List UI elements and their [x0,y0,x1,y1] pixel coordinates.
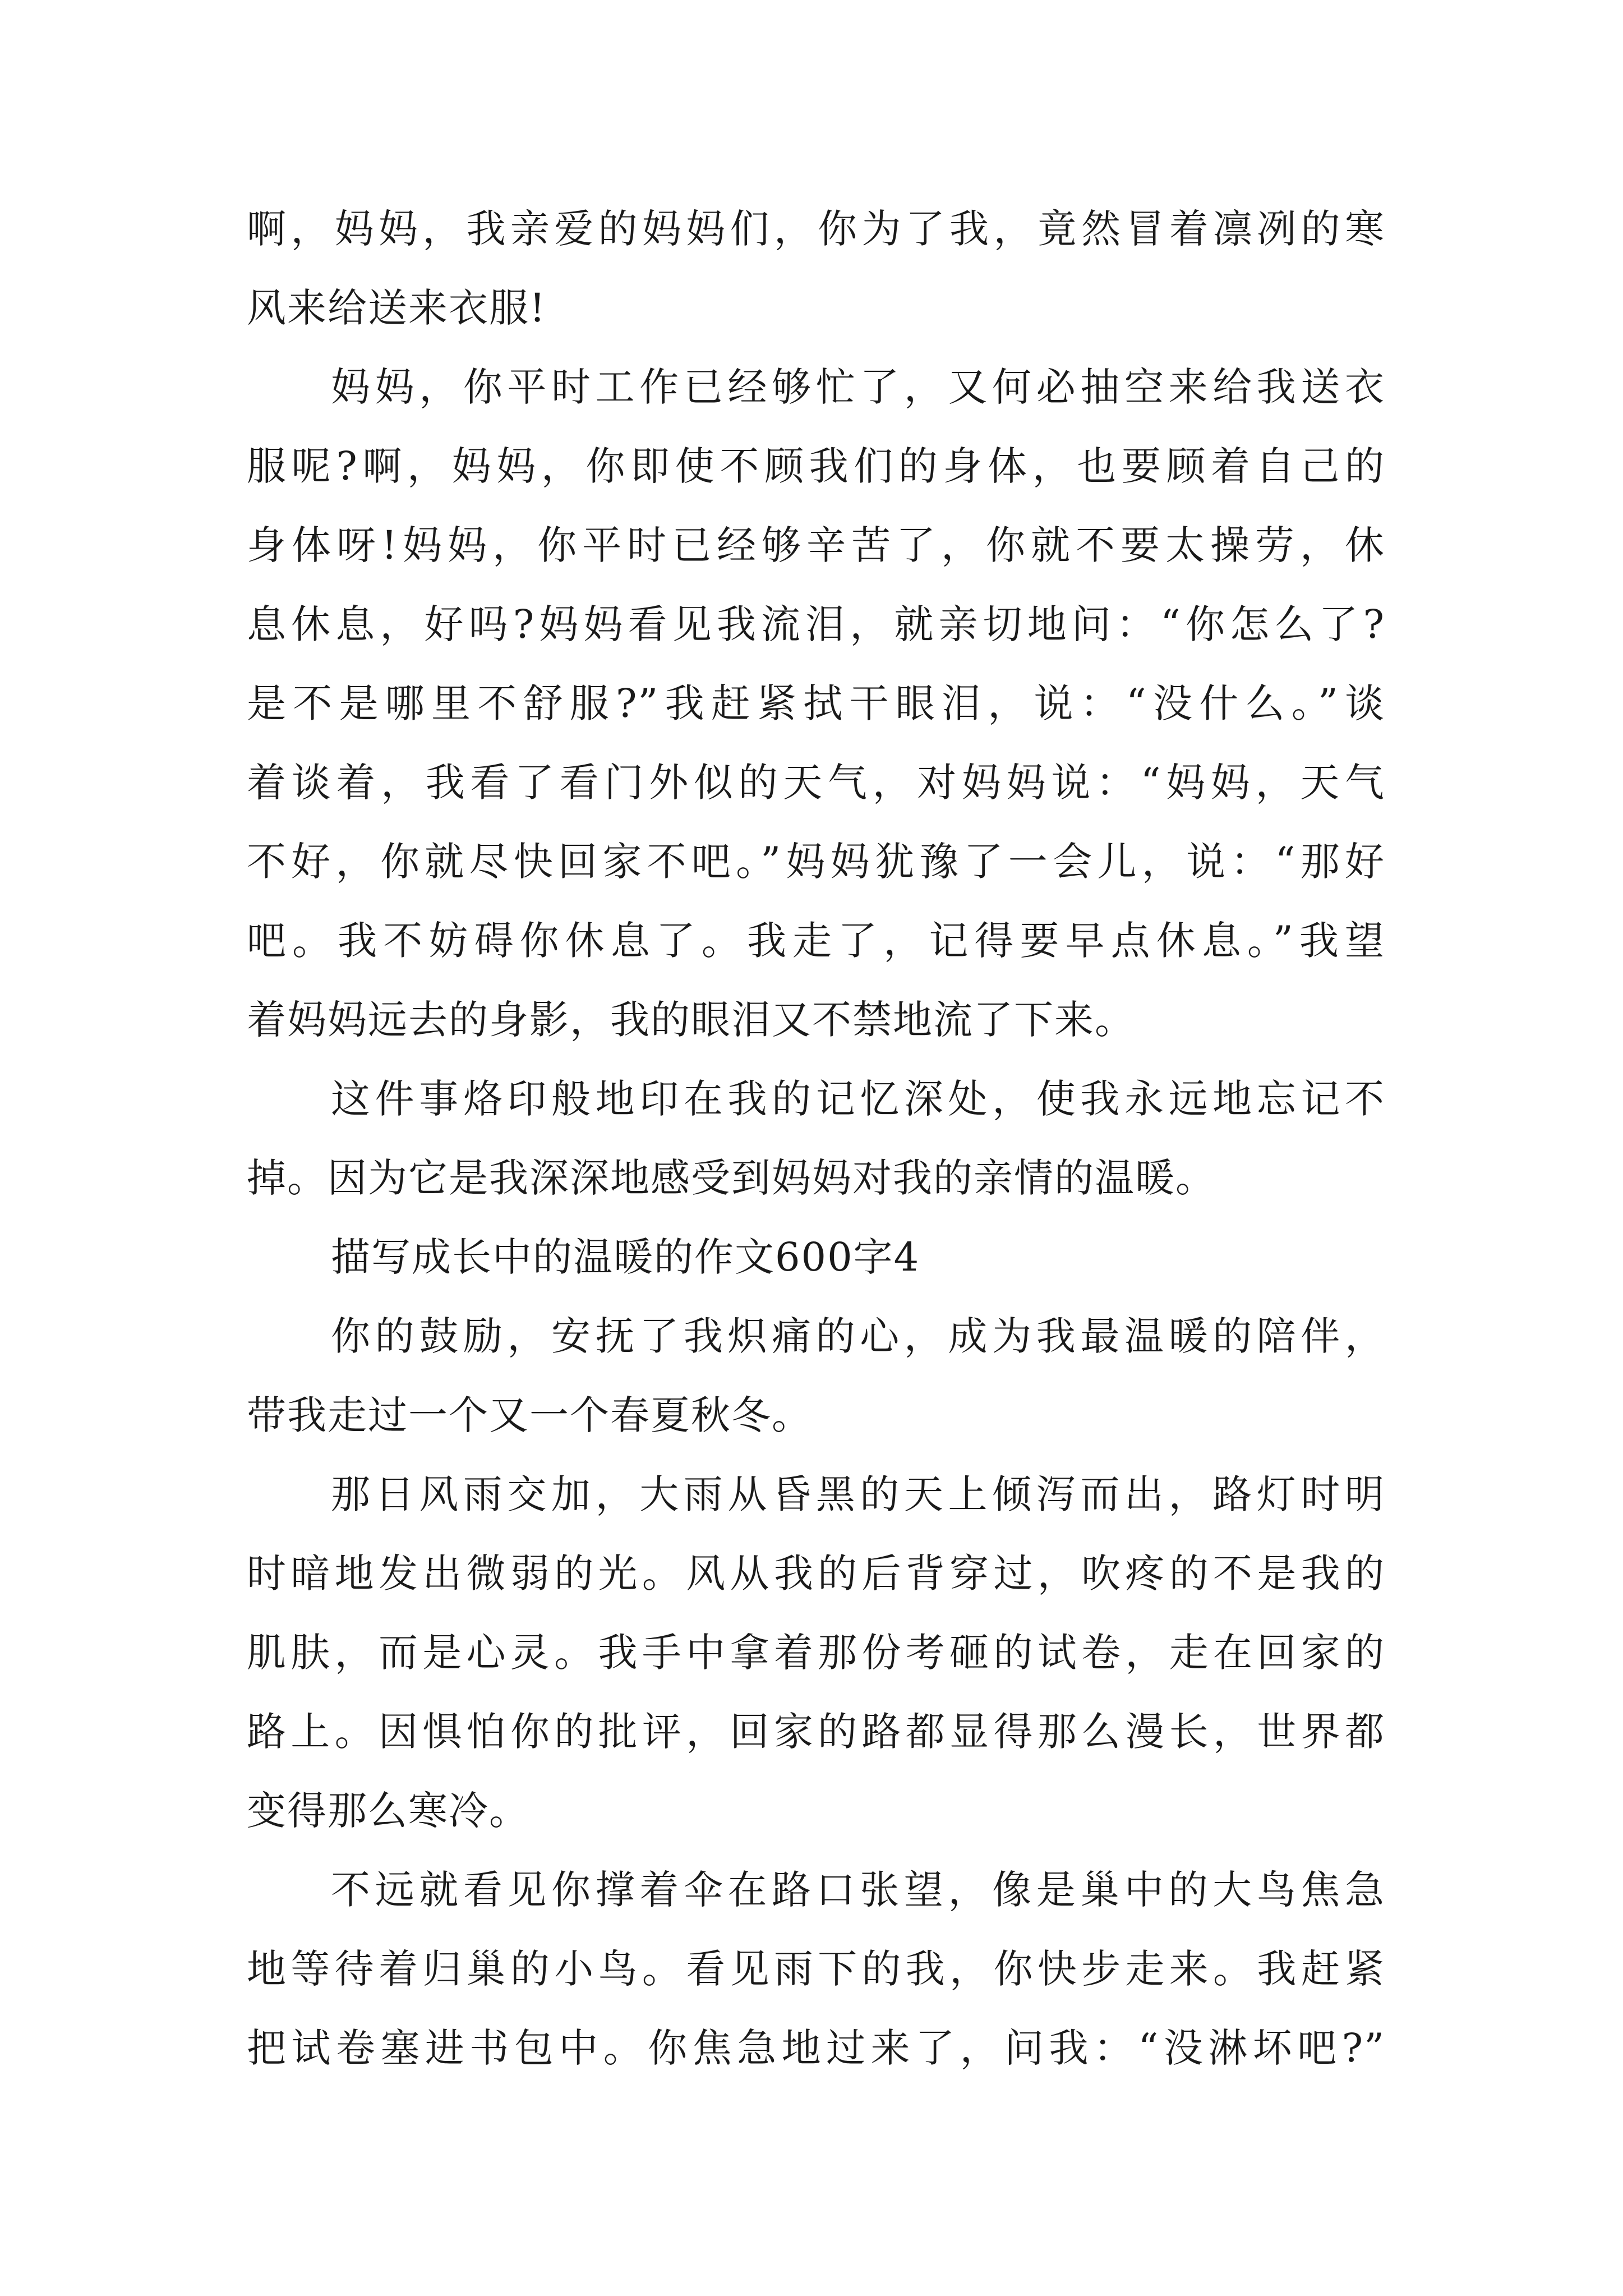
text-line: 不远就看见你撑着伞在路口张望，像是巢中的大鸟焦急 [331,1867,1385,1913]
text-line: 那日风雨交加，大雨从昏黑的天上倾泻而出，路灯时明 [331,1471,1385,1517]
text-line: 吧。我不妨碍你休息了。我走了，记得要早点休息。”我望 [247,918,1385,964]
text-line: 不好，你就尽快回家不吧。”妈妈犹豫了一会儿，说：“那好 [247,839,1385,885]
text-line: 路上。因惧怕你的批评，回家的路都显得那么漫长，世界都 [247,1709,1385,1755]
text-line: 风来给送来衣服! [247,285,547,331]
text-line: 肌肤，而是心灵。我手中拿着那份考砸的试卷，走在回家的 [247,1630,1385,1676]
text-line: 掉。因为它是我深深地感受到妈妈对我的亲情的温暖。 [247,1155,1216,1201]
text-line: 把试卷塞进书包中。你焦急地过来了，问我：“没淋坏吧?” [247,2025,1385,2071]
text-line: 身体呀!妈妈，你平时已经够辛苦了，你就不要太操劳，休 [247,522,1385,568]
text-line: 时暗地发出微弱的光。风从我的后背穿过，吹疼的不是我的 [247,1550,1385,1596]
text-line: 息休息，好吗?妈妈看见我流泪，就亲切地问：“你怎么了? [247,601,1385,647]
text-line: 啊，妈妈，我亲爱的妈妈们，你为了我，竟然冒着凛冽的寒 [247,206,1385,252]
text-line: 变得那么寒冷。 [247,1788,529,1834]
text-line: 带我走过一个又一个春夏秋冬。 [247,1392,812,1438]
section-heading: 描写成长中的温暖的作文600字4 [331,1234,920,1280]
text-line: 着妈妈远去的身影，我的眼泪又不禁地流了下来。 [247,997,1135,1043]
text-line: 是不是哪里不舒服?”我赶紧拭干眼泪，说：“没什么。”谈 [247,680,1385,726]
text-line: 服呢?啊，妈妈，你即使不顾我们的身体，也要顾着自己的 [247,443,1385,489]
text-line: 妈妈，你平时工作已经够忙了，又何必抽空来给我送衣 [331,364,1385,410]
text-line: 地等待着归巢的小鸟。看见雨下的我，你快步走来。我赶紧 [247,1946,1385,1992]
text-line: 你的鼓励，安抚了我炽痛的心，成为我最温暖的陪伴， [331,1313,1385,1359]
text-line: 着谈着，我看了看门外似的天气，对妈妈说：“妈妈，天气 [247,760,1385,806]
text-line: 这件事烙印般地印在我的记忆深处，使我永远地忘记不 [331,1076,1385,1122]
